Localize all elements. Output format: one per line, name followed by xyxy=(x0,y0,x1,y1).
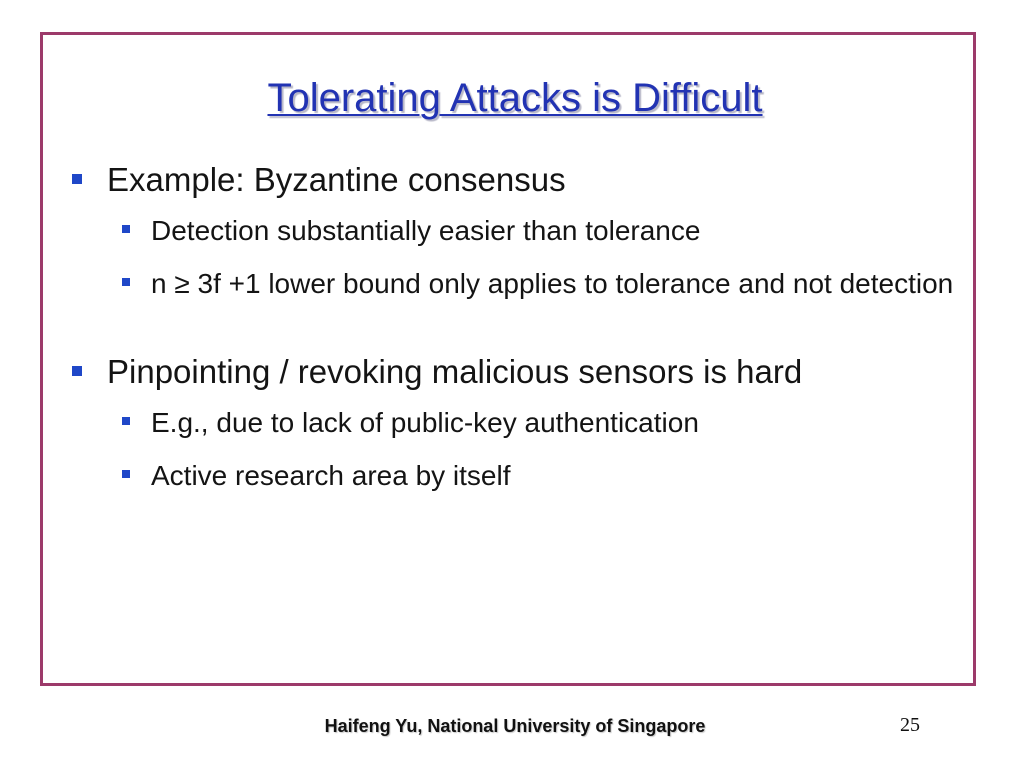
sub-bullet-list xyxy=(66,404,956,494)
sub-bullet-item xyxy=(107,212,956,249)
bullet-text: Example: Byzantine consensus xyxy=(107,161,566,198)
bullet-item xyxy=(66,158,956,202)
square-bullet-icon xyxy=(72,174,82,184)
sub-bullet-text: E.g., due to lack of public-key authentication xyxy=(151,407,699,438)
sub-bullet-text: Active research area by itself xyxy=(151,460,511,491)
sub-bullet-item xyxy=(107,404,956,441)
square-bullet-icon xyxy=(122,417,130,425)
bullet-item xyxy=(66,350,956,394)
slide-content xyxy=(66,158,956,510)
sub-bullet-item xyxy=(107,265,956,302)
square-bullet-icon xyxy=(122,278,130,286)
bullet-text: Pinpointing / revoking malicious sensors is hard xyxy=(107,353,803,390)
sub-bullet-item xyxy=(107,457,956,494)
sub-bullet-text: Detection substantially easier than tolerance xyxy=(151,215,701,246)
sub-bullet-text: n ≥ 3f +1 lower bound only applies to tolerance and not detection xyxy=(151,268,954,299)
square-bullet-icon xyxy=(122,470,130,478)
footer-text: Haifeng Yu, National University of Singapore xyxy=(324,716,706,736)
spacer xyxy=(66,318,956,350)
slide-title: Tolerating Attacks is Difficult xyxy=(267,76,763,120)
square-bullet-icon xyxy=(72,366,82,376)
page-number: 25 xyxy=(900,714,920,736)
sub-bullet-list xyxy=(66,212,956,302)
square-bullet-icon xyxy=(122,225,130,233)
